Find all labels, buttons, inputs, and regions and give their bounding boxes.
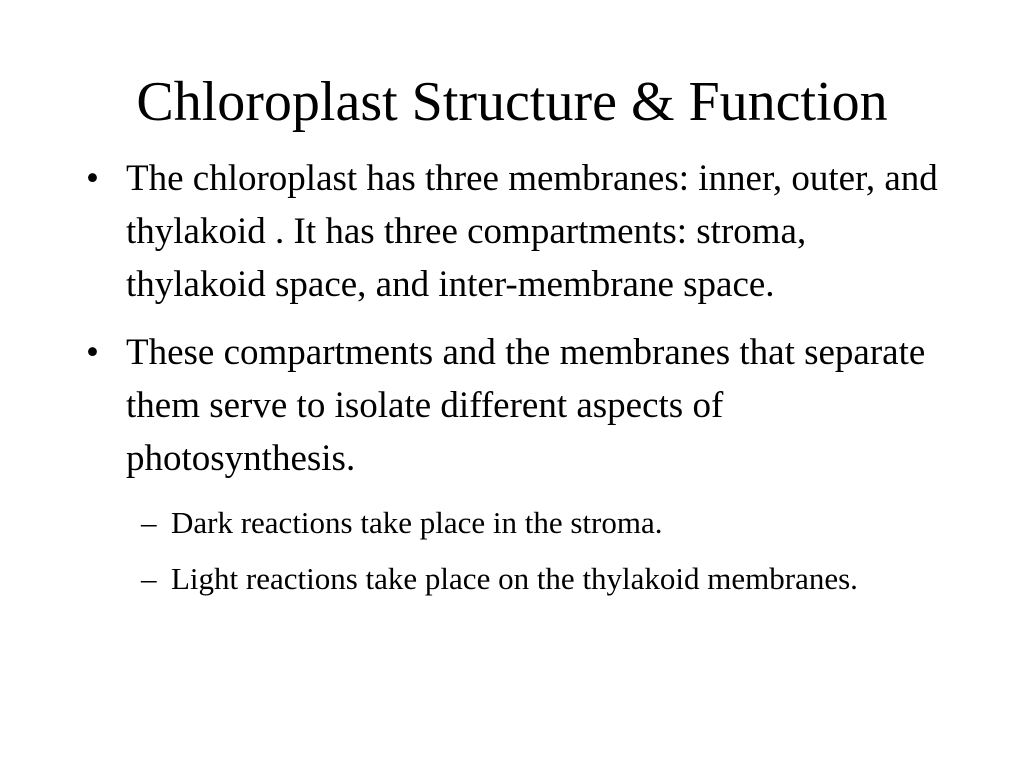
bullet-list [0, 152, 1024, 620]
bullet-marker: • [86, 158, 99, 199]
bullet-text: The chloroplast has three membranes: inner, outer, and thylakoid . It has three compartments: stroma, thylakoid space, and inter-membrane space. [126, 158, 938, 305]
sub-bullet-marker: – [141, 505, 157, 540]
slide-title: Chloroplast Structure & Function [136, 71, 888, 133]
sub-bullet-list [0, 497, 946, 605]
sub-bullet-light-reactions [0, 553, 871, 605]
sub-bullet-dark-reactions [0, 497, 871, 549]
sub-bullet-marker: – [141, 561, 157, 596]
bullet-text: These compartments and the membranes that separate them serve to isolate different aspects of photosynthesis. [126, 332, 926, 479]
bullet-item-compartments [0, 326, 946, 605]
sub-bullet-text: Light reactions take place on the thylakoid membranes. [171, 561, 858, 596]
bullet-marker: • [86, 332, 99, 373]
sub-bullet-text: Dark reactions take place in the stroma. [171, 505, 663, 540]
bullet-item-membranes [0, 152, 946, 311]
